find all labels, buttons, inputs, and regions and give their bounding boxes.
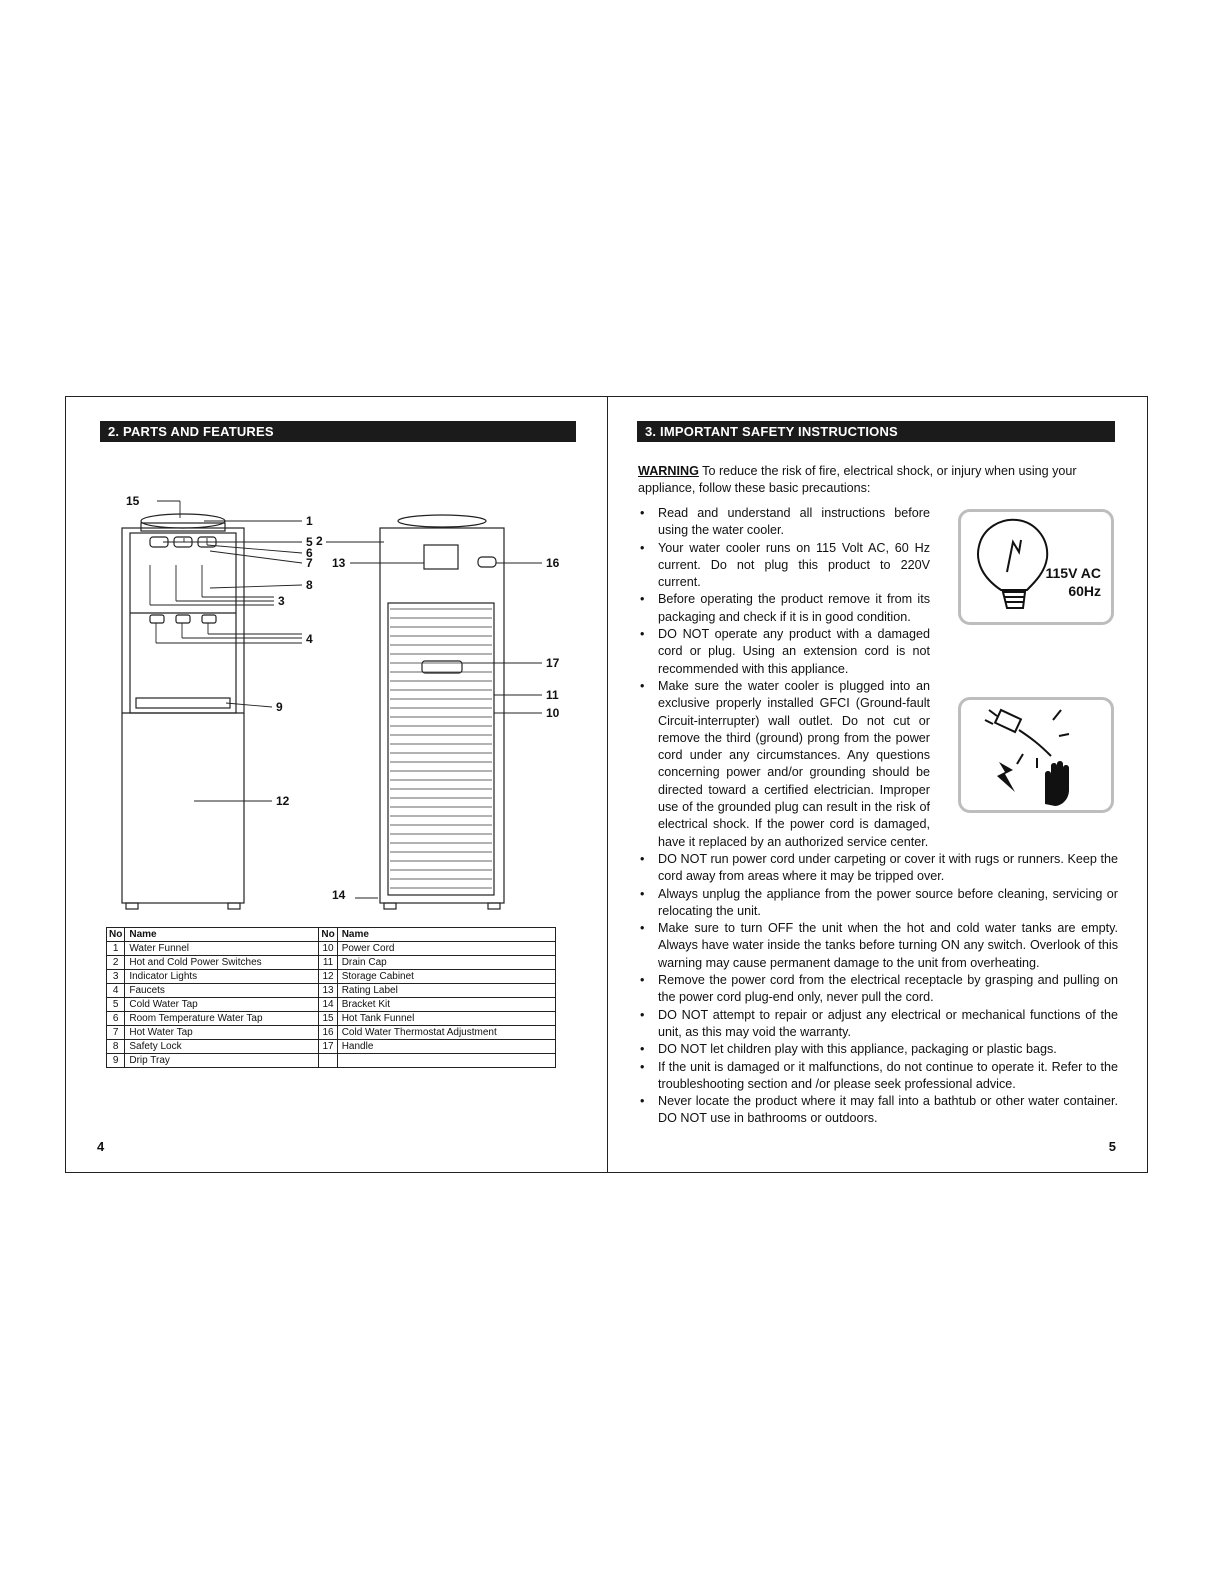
drip-tray-shape bbox=[136, 698, 230, 708]
table-row bbox=[107, 1012, 556, 1026]
diagram-svg bbox=[106, 493, 576, 927]
coil-rungs bbox=[390, 609, 492, 888]
safety-rule-item: • DO NOT let children play with this appliance, packaging or plastic bags. bbox=[638, 1041, 1118, 1058]
part-number-cell: 5 bbox=[107, 998, 125, 1012]
safety-rule-item: • Remove the power cord from the electrical receptacle by grasping and pulling on the power cord plug-end only, never pull the cord. bbox=[638, 972, 1118, 1007]
part-name-cell: Storage Cabinet bbox=[337, 970, 555, 984]
condenser-coil bbox=[388, 603, 494, 895]
left-page bbox=[66, 397, 607, 1172]
safety-rule-item: • DO NOT operate any product with a damaged cord or plug. Using an extension cord is not recommended with this appliance. bbox=[638, 626, 930, 678]
part-number-cell bbox=[319, 1054, 337, 1068]
table-row bbox=[107, 942, 556, 956]
table-row bbox=[107, 956, 556, 970]
table-row bbox=[107, 984, 556, 998]
page-number-right: 5 bbox=[1108, 1139, 1116, 1154]
header-name-1: Name bbox=[125, 928, 319, 942]
safety-rule-item: • If the unit is damaged or it malfunctions, do not continue to operate it. Refer to the troubleshooting section and /or please seek professional advice. bbox=[638, 1059, 1118, 1094]
callout-14: 14 bbox=[332, 888, 346, 902]
part-number-cell: 14 bbox=[319, 998, 337, 1012]
rating-label-box bbox=[424, 545, 458, 569]
part-name-cell: Room Temperature Water Tap bbox=[125, 1012, 319, 1026]
safety-rule-item: • Your water cooler runs on 115 Volt AC, 60 Hz current. Do not plug this product to 220V current. bbox=[638, 540, 930, 592]
table-row bbox=[107, 970, 556, 984]
callout-6: 6 bbox=[306, 546, 313, 560]
part-name-cell: Safety Lock bbox=[125, 1040, 319, 1054]
part-number-cell: 8 bbox=[107, 1040, 125, 1054]
part-name-cell: Water Funnel bbox=[125, 942, 319, 956]
callout-1: 1 bbox=[306, 514, 313, 528]
part-name-cell: Drain Cap bbox=[337, 956, 555, 970]
part-number-cell: 9 bbox=[107, 1054, 125, 1068]
part-name-cell bbox=[337, 1054, 555, 1068]
part-number-cell: 1 bbox=[107, 942, 125, 956]
front-cabinet-outline bbox=[122, 528, 244, 903]
part-name-cell: Cold Water Tap bbox=[125, 998, 319, 1012]
parts-table-body bbox=[107, 942, 556, 1068]
part-name-cell: Cold Water Thermostat Adjustment bbox=[337, 1026, 555, 1040]
thermostat-knob bbox=[478, 557, 496, 567]
callout-17: 17 bbox=[546, 656, 560, 670]
funnel-base bbox=[141, 523, 225, 531]
warning-text: To reduce the risk of fire, electrical shock, or injury when using your appliance, follow these basic precautions: bbox=[638, 464, 1077, 495]
header-name-2: Name bbox=[337, 928, 555, 942]
safety-rule-item: • DO NOT run power cord under carpeting or cover it with rugs or runners. Keep the cord away from areas where it may be tripped over. bbox=[638, 851, 1118, 886]
front-view bbox=[122, 514, 244, 909]
back-cabinet-outline bbox=[380, 528, 504, 903]
parts-table bbox=[106, 927, 556, 1068]
part-number-cell: 15 bbox=[319, 1012, 337, 1026]
back-view bbox=[380, 515, 504, 909]
parts-table-header-row bbox=[107, 928, 556, 942]
callout-11: 11 bbox=[546, 688, 559, 702]
safety-rule-item: • Make sure to turn OFF the unit when the hot and cold water tanks are empty. Always have water inside the tanks before turning ON any switch. Overlook of this warning may cause permanent damage to the unit from overheating. bbox=[638, 920, 1118, 972]
part-number-cell: 17 bbox=[319, 1040, 337, 1054]
safety-rule-item: • Read and understand all instructions before using the water cooler. bbox=[638, 505, 930, 540]
part-number-cell: 4 bbox=[107, 984, 125, 998]
callout-5: 5 bbox=[306, 535, 313, 549]
callout-15: 15 bbox=[126, 494, 140, 508]
voltage-label bbox=[1045, 564, 1101, 600]
callout-4: 4 bbox=[306, 632, 313, 646]
part-number-cell: 10 bbox=[319, 942, 337, 956]
safety-rule-item: • DO NOT attempt to repair or adjust any electrical or mechanical functions of the unit, as this may void the warranty. bbox=[638, 1007, 1118, 1042]
faucet-1 bbox=[150, 615, 164, 623]
voltage-ac-text: 115V AC bbox=[1045, 565, 1101, 581]
part-number-cell: 6 bbox=[107, 1012, 125, 1026]
table-row bbox=[107, 1026, 556, 1040]
callout-16: 16 bbox=[546, 556, 560, 570]
safety-instructions-header: 3. IMPORTANT SAFETY INSTRUCTIONS bbox=[637, 421, 1115, 442]
safety-rule-item: • Never locate the product where it may fall into a bathtub or other water container. DO NOT use in bathrooms or outdoors. bbox=[638, 1093, 1118, 1128]
back-funnel-shape bbox=[398, 515, 486, 527]
part-number-cell: 3 bbox=[107, 970, 125, 984]
part-name-cell: Handle bbox=[337, 1040, 555, 1054]
callout-7: 7 bbox=[306, 556, 313, 570]
header-no-2: No bbox=[319, 928, 337, 942]
parts-features-header: 2. PARTS AND FEATURES bbox=[100, 421, 576, 442]
part-name-cell: Rating Label bbox=[337, 984, 555, 998]
callout-13: 13 bbox=[332, 556, 346, 570]
manual-spread bbox=[65, 396, 1148, 1173]
stop-hand-icon bbox=[1045, 761, 1069, 806]
part-name-cell: Hot and Cold Power Switches bbox=[125, 956, 319, 970]
warning-paragraph bbox=[638, 463, 1118, 497]
safety-rule-item: • Before operating the product remove it from its packaging and check if it is in good condition. bbox=[638, 591, 930, 626]
page-number-left: 4 bbox=[97, 1139, 105, 1154]
part-name-cell: Indicator Lights bbox=[125, 970, 319, 984]
lightning-bolt-icon bbox=[997, 762, 1015, 792]
table-row bbox=[107, 1040, 556, 1054]
part-name-cell: Hot Water Tap bbox=[125, 1026, 319, 1040]
voltage-figure bbox=[958, 509, 1114, 625]
faucet-2 bbox=[176, 615, 190, 623]
part-number-cell: 11 bbox=[319, 956, 337, 970]
callout-10: 10 bbox=[546, 706, 560, 720]
part-number-cell: 13 bbox=[319, 984, 337, 998]
part-number-cell: 12 bbox=[319, 970, 337, 984]
warning-label: WARNING bbox=[638, 464, 699, 478]
right-page bbox=[608, 397, 1148, 1172]
safety-rule-item: • Make sure the water cooler is plugged into an exclusive properly installed GFCI (Ground-fault Circuit-interrupter) wall outlet. Do not cut or remove the third (ground) prong from the power cord under any circumstances. Any questions concerning power and/or grounding should be directed toward a certified electrician. Improper use of the grounded plug can result in the risk of electrical shock. If the power cord is damaged, have it replaced by an authorized service center. bbox=[638, 678, 930, 851]
part-name-cell: Power Cord bbox=[337, 942, 555, 956]
faucet-3 bbox=[202, 615, 216, 623]
table-row bbox=[107, 998, 556, 1012]
part-number-cell: 16 bbox=[319, 1026, 337, 1040]
damaged-cord-figure bbox=[958, 697, 1114, 813]
safety-rule-item: • Always unplug the appliance from the power source before cleaning, servicing or relocating the unit. bbox=[638, 886, 1118, 921]
callout-8: 8 bbox=[306, 578, 313, 592]
part-number-cell: 7 bbox=[107, 1026, 125, 1040]
callout-12: 12 bbox=[276, 794, 290, 808]
part-name-cell: Drip Tray bbox=[125, 1054, 319, 1068]
water-cooler-diagram bbox=[106, 493, 576, 927]
callout-9: 9 bbox=[276, 700, 283, 714]
header-no-1: No bbox=[107, 928, 125, 942]
part-name-cell: Bracket Kit bbox=[337, 998, 555, 1012]
table-row bbox=[107, 1054, 556, 1068]
frequency-text: 60Hz bbox=[1068, 583, 1101, 599]
callout-3: 3 bbox=[278, 594, 285, 608]
part-name-cell: Hot Tank Funnel bbox=[337, 1012, 555, 1026]
callout-2: 2 bbox=[316, 534, 323, 548]
part-name-cell: Faucets bbox=[125, 984, 319, 998]
damaged-plug-icon bbox=[961, 700, 1111, 810]
part-number-cell: 2 bbox=[107, 956, 125, 970]
